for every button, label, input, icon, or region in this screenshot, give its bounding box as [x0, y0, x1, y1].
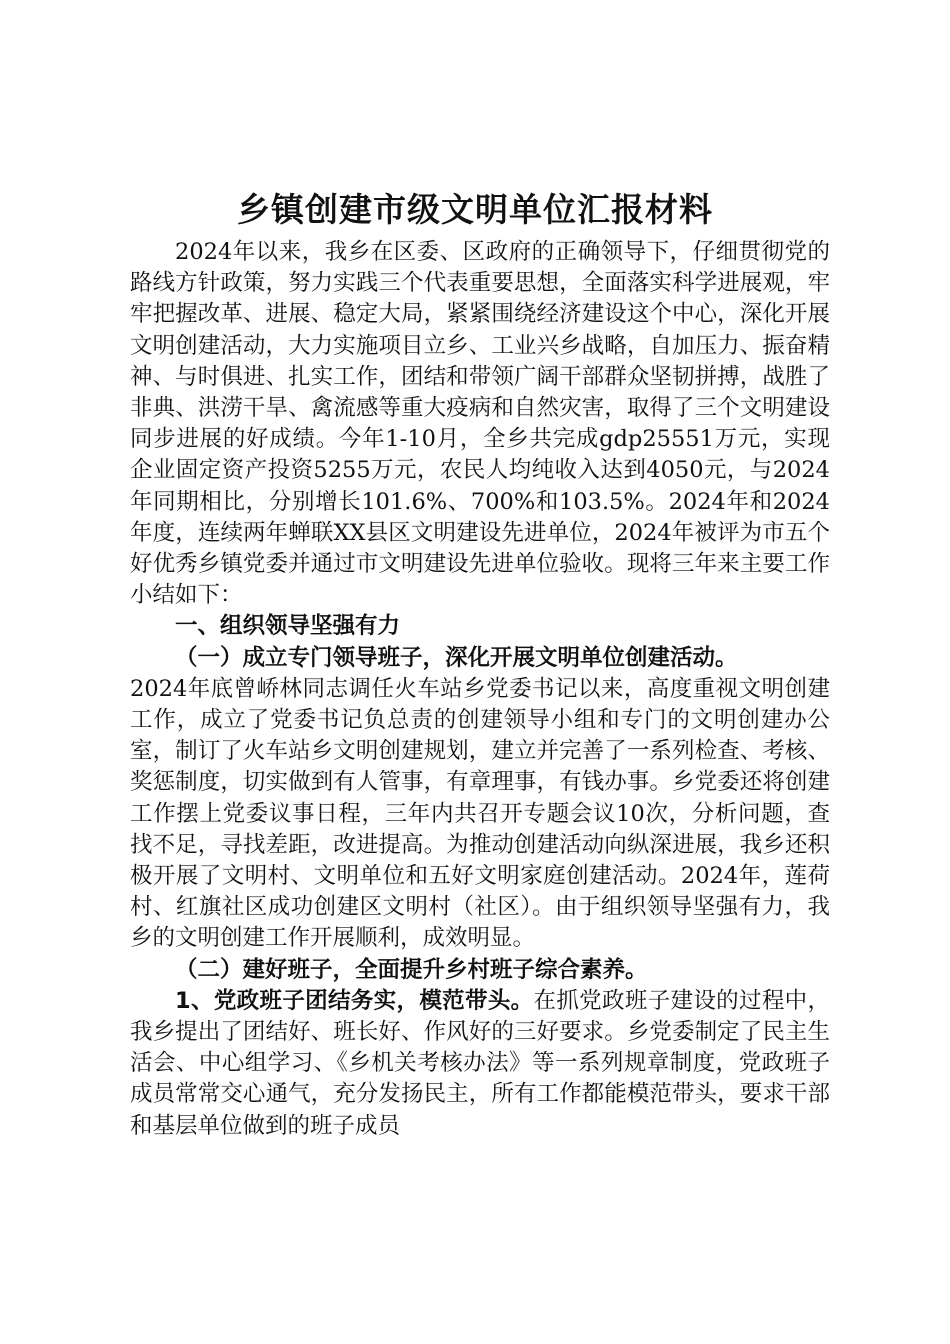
document-title: 乡镇创建市级文明单位汇报材料: [237, 190, 713, 229]
item-1-heading: 1、党政班子团结务实，模范带头。: [175, 987, 534, 1014]
subsection-heading-1: （一）成立专门领导班子，深化开展文明单位创建活动。: [175, 644, 738, 671]
subsection-1-paragraph: 2024年底曾峤林同志调任火车站乡党委书记以来，高度重视文明创建工作，成立了党委书记负总责的创建领导小组和专门的文明创建办公室，制订了火车站乡文明创建规划，建立并完善了一系列检查、考核、奖惩制度，切实做到有人管事，有章理事，有钱办事。乡党委还将创建工作摆上党委议事日程，三年内共召开专题会议10次，分析问题，查找不足，寻找差距，改进提高。为推动创建活动向纵深进展，我乡还积极开展了文明村、文明单位和五好文明家庭创建活动。2024年，莲荷村、红旗社区成功创建区文明村（社区）。由于组织领导坚强有力，我乡的文明创建工作开展顺利，成效明显。: [130, 675, 830, 952]
subsection-heading-2: （二）建好班子，全面提升乡村班子综合素养。: [175, 956, 648, 983]
item-1-paragraph: [130, 986, 830, 1142]
intro-paragraph: 2024年以来，我乡在区委、区政府的正确领导下，仔细贯彻党的路线方针政策，努力实践三个代表重要思想，全面落实科学进展观，牢牢把握改革、进展、稳定大局，紧紧围绕经济建设这个中心，深化开展文明创建活动，大力实施项目立乡、工业兴乡战略，自加压力、振奋精神、与时俱进、扎实工作，团结和带领广阔干部群众坚韧拼搏，战胜了非典、洪涝干旱、禽流感等重大疫病和自然灾害，取得了三个文明建设同步进展的好成绩。今年1-10月，全乡共完成gdp25551万元，实现企业固定资产投资5255万元，农民人均纯收入达到4050元，与2024年同期相比，分别增长101.6%、700%和103.5%。2024年和2024年度，连续两年蝉联XX县区文明建设先进单位，2024年被评为市五个好优秀乡镇党委并通过市文明建设先进单位验收。现将三年来主要工作小结如下：: [130, 239, 830, 609]
item-1-text: 在抓党政班子建设的过程中，我乡提出了团结好、班长好、作风好的三好要求。乡党委制定了民主生活会、中心组学习、《乡机关考核办法》等一系列规章制度，党政班子成员常常交心通气，充分发扬民主，所有工作都能模范带头，要求干部和基层单位做到的班子成员: [130, 987, 830, 1139]
document-body: [130, 237, 830, 1142]
section-heading-1: 一、组织领导坚强有力: [175, 613, 401, 640]
